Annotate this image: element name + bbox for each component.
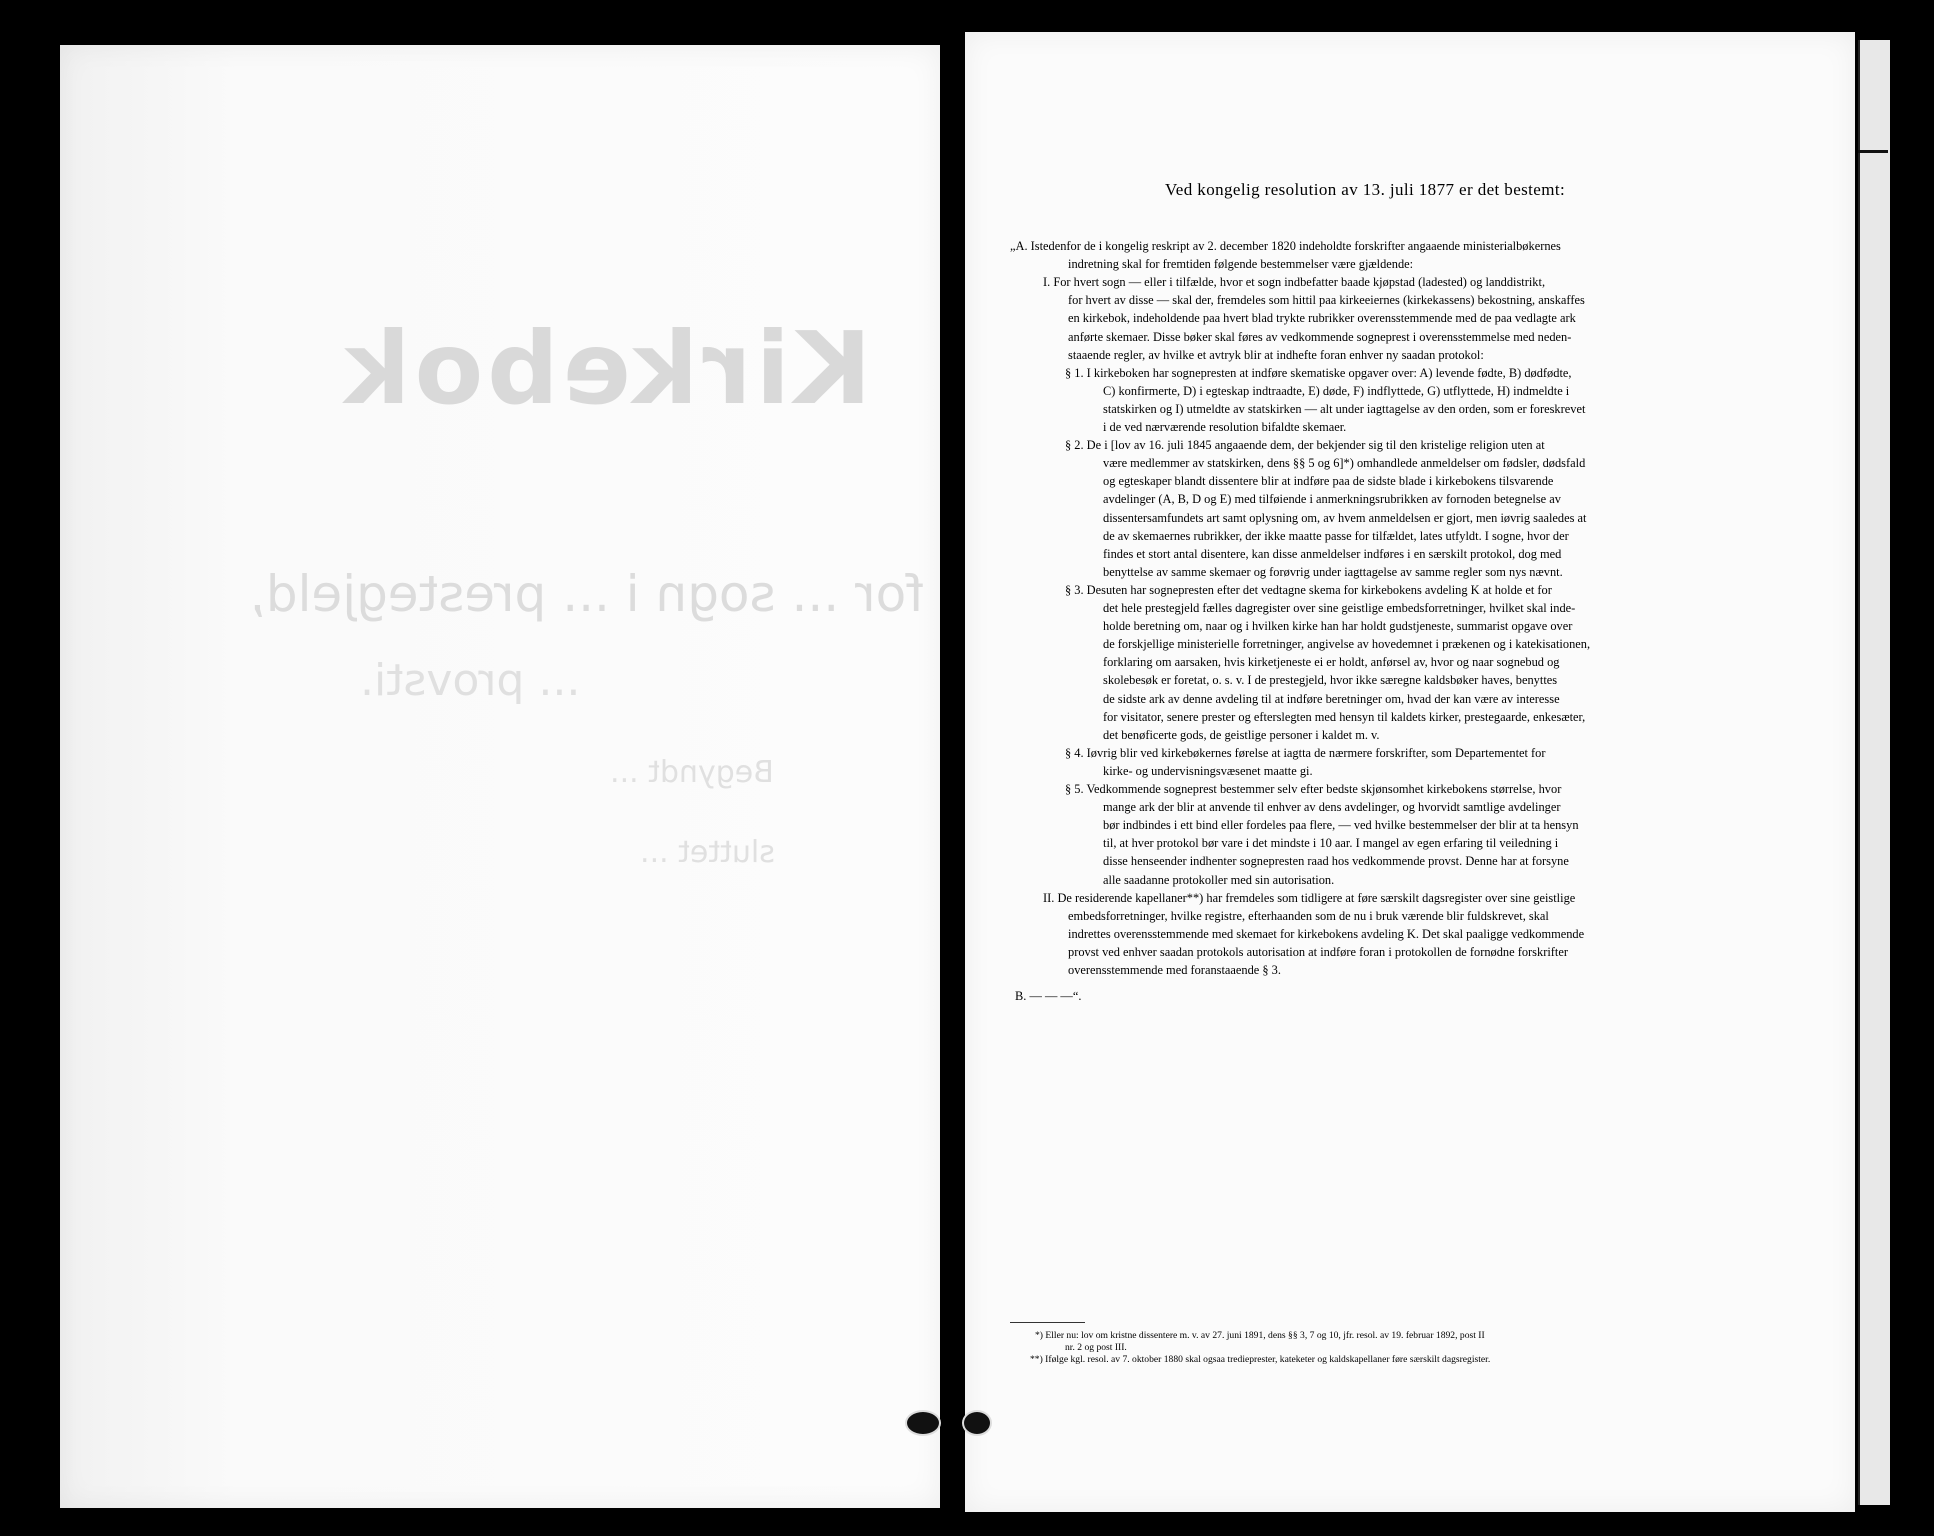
page-heading: Ved kongelig resolution av 13. juli 1877 er det bestemt: [1165, 180, 1566, 199]
page-edge [1858, 40, 1890, 1505]
text-line: kirke- og undervisningsvæsenet maatte gi. [1103, 763, 1313, 778]
text-line: for visitator, senere prester og efterslegten med hensyn til kaldets kirker, prestegaarde, enkesæter, [1103, 709, 1586, 724]
text-line: § 5. Vedkommende sogneprest bestemmer selv efter bedste skjønsomhet kirkebokens størrelse, hvor [1065, 782, 1562, 796]
text-line: II. De residerende kapellaner**) har fremdeles som tidligere at føre særskilt dagsregister over sine geistlige [1043, 890, 1576, 905]
text-line: de sidste ark av denne avdeling til at indføre beretninger om, hvad der kan være av interesse [1103, 691, 1560, 706]
text-line: anførte skemaer. Disse bøker skal føres av vedkommende sogneprest i overensstemmelse med neden- [1068, 329, 1572, 344]
text-line: overensstemmende med foranstaaende § 3. [1068, 963, 1281, 977]
footnote-line: **) Ifølge kgl. resol. av 7. oktober 1880 skal ogsaa tredieprester, kateketer og kaldskapellaner føre særskilt dagsregister. [1030, 1354, 1491, 1365]
text-line: I. For hvert sogn — eller i tilfælde, hvor et sogn indbefatter baade kjøpstad (ladested) og landdistrikt, [1043, 275, 1546, 290]
footnote-line: *) Eller nu: lov om kristne dissentere m. v. av 27. juni 1891, dens §§ 3, 7 og 10, jfr. resol. av 19. februar 1892, post II [1035, 1330, 1485, 1341]
text-line: for hvert av disse — skal der, fremdeles som hittil paa kirkeeiernes (kirkekassens) bekostning, anskaffes [1068, 293, 1585, 308]
text-line: i de ved nærværende resolution bifaldte skemaer. [1103, 420, 1347, 434]
text-line: det hele prestegjeld fælles dagregister over sine geistlige embedsforretninger, hvilket skal inde- [1103, 601, 1576, 615]
edge-mark [1858, 150, 1888, 153]
bleed-through-line: ... provsti. [360, 655, 581, 706]
text-line: en kirkebok, indeholdende paa hvert blad trykte rubrikker overensstemmende med de paa vedlagte ark [1068, 311, 1576, 326]
binding-clip-icon [962, 1410, 992, 1436]
text-line: staaende regler, av hvilke et avtryk blir at indhefte foran enhver ny saadan protokol: [1068, 347, 1484, 362]
text-line: § 1. I kirkeboken har sognepresten at indføre skematiske opgaver over: A) levende fødte, B) dødfødte, [1065, 365, 1572, 380]
text-line: mange ark der blir at anvende til enhver av dens avdelinger, og hvorvidt samtlige avdelinger [1103, 800, 1561, 815]
text-line: indrettes overensstemmende med skemaet for kirkebokens avdeling K. Det skal paaligge vedkommende [1068, 926, 1585, 941]
text-line: § 3. Desuten har sognepresten efter det vedtagne skema for kirkebokens avdeling K at holde et for [1065, 582, 1552, 597]
footnote-divider [1010, 1322, 1085, 1323]
text-line: skolebesøk er foretat, o. s. v. I de prestegjeld, hvor ikke særegne kaldsbøker haves, benyttes [1103, 673, 1558, 688]
bleed-through-line: sluttet ... [640, 835, 775, 870]
text-line: holde beretning om, naar og i hvilken kirke han har holdt gudstjeneste, summarist opgave over [1103, 619, 1573, 634]
text-line: forklaring om aarsaken, hvis kirketjeneste ei er holdt, anførsel av, hvor og naar sognebud og [1103, 655, 1560, 670]
footnote-line: nr. 2 og post III. [1065, 1342, 1127, 1353]
text-line: provst ved enhver saadan protokols autorisation at indføre foran i protokollen de fornødne forskrifter [1068, 944, 1568, 959]
text-line: indretning skal for fremtiden følgende bestemmelser være gjældende: [1068, 257, 1414, 272]
text-line: de forskjellige ministerielle forretninger, angivelse av hovedemnet i prækenen og i katekisationen, [1103, 637, 1591, 652]
text-line: dissentersamfundets art samt oplysning om, av hvem anmeldelsen er gjort, men iøvrig saaledes at [1103, 510, 1587, 525]
text-line: være medlemmer av statskirken, dens §§ 5 og 6]*) omhandlede anmeldelser om fødsler, dødsfald [1103, 456, 1586, 471]
text-line: embedsforretninger, hvilke registre, efterhaanden som de nu i bruk værende blir fuldskrevet, skal [1068, 908, 1549, 923]
binding-clip-icon [905, 1410, 941, 1436]
text-line: benyttelse av samme skemaer og forøvrig under iagttagelse av samme regler som nys nævnt. [1103, 564, 1563, 579]
text-line: statskirken og I) utmeldte av statskirken — alt under iagttagelse av den orden, som er foreskrevet [1103, 401, 1586, 416]
bleed-through-line: for ... sogn i ... prestegjeld, [250, 565, 924, 623]
text-line: § 4. Iøvrig blir ved kirkebøkernes førelse at iagtta de nærmere forskrifter, som Departementet for [1065, 745, 1546, 760]
text-line: „A. Istedenfor de i kongelig reskript av 2. december 1820 indeholdte forskrifter angaaende ministerialbøkernes [1010, 239, 1561, 253]
text-line: og egteskaper blandt dissentere blir at indføre paa de sidste blade i kirkebokens tilsvarende [1103, 474, 1554, 489]
text-line: B. — — —“. [1015, 989, 1082, 1004]
text-line: § 2. De i [lov av 16. juli 1845 angaaende dem, der bekjender sig til den kristelige religion uten at [1065, 438, 1545, 453]
text-line: disse henseender indhenter sognepresten raad hos vedkommende provst. Denne har at forsyne [1103, 854, 1569, 869]
text-line: alle saadanne protokoller med sin autorisation. [1103, 872, 1335, 887]
text-line: avdelinger (A, B, D og E) med tilføiende i anmerkningsrubrikken av fornoden betegnelse av [1103, 492, 1561, 507]
text-line: bør indbindes i ett bind eller fordeles paa flere, — ved hvilke bestemmelser der blir at ta hensyn [1103, 818, 1579, 833]
text-line: det benøficerte gods, de geistlige personer i kaldet m. v. [1103, 727, 1380, 742]
text-line: til, at hver protokol bør vare i det mindste i 10 aar. I mangel av egen erfaring til veiledning i [1103, 836, 1559, 851]
text-line: findes et stort antal disentere, kan disse anmeldelser indføres i en særskilt protokol, dog med [1103, 546, 1562, 561]
left-page [60, 45, 940, 1508]
text-line: C) konfirmerte, D) i egteskap indtraadte, E) døde, F) indflyttede, G) utflyttede, H) indmeldte i [1103, 383, 1570, 398]
text-line: de av skemaernes rubrikker, der ikke maatte passe for tilfældet, lates utfyldt. I sogne, hvor der [1103, 528, 1569, 543]
right-page [965, 32, 1855, 1512]
bleed-through-line: Begyndt ... [610, 755, 774, 790]
bleed-through-title: Kirkebok [340, 310, 872, 427]
